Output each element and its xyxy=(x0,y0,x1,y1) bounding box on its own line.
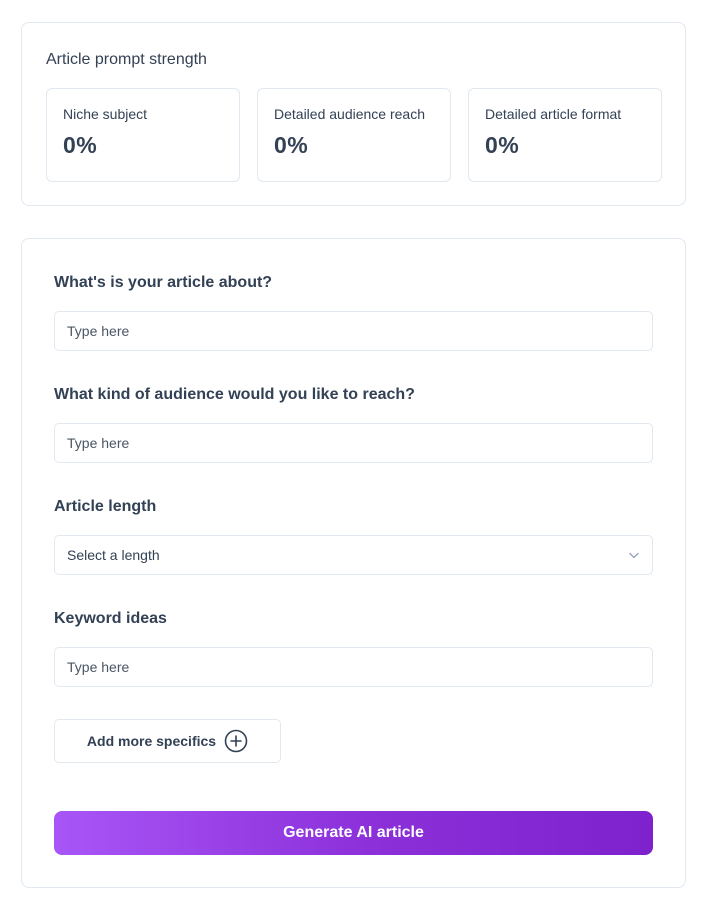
article-form-card xyxy=(21,238,686,888)
metric-label: Niche subject xyxy=(63,106,148,122)
chevron-down-icon xyxy=(628,549,640,561)
article-length-select[interactable] xyxy=(54,535,653,575)
field-article-about xyxy=(54,273,653,351)
audience-input[interactable] xyxy=(54,423,653,463)
metric-value: 0% xyxy=(485,132,520,158)
field-article-length xyxy=(54,497,653,575)
metric-value: 0% xyxy=(63,132,98,158)
article-about-label: What's is your article about? xyxy=(54,274,273,291)
add-more-specifics-label: Add more specifics xyxy=(86,733,217,749)
article-length-label: Article length xyxy=(54,498,157,515)
metric-value: 0% xyxy=(274,132,309,158)
metric-article-format xyxy=(468,88,662,182)
metric-audience-reach xyxy=(257,88,451,182)
prompt-strength-title: Article prompt strength xyxy=(46,51,207,68)
strength-metrics xyxy=(46,88,662,182)
generate-article-button[interactable]: Generate AI article xyxy=(54,811,653,855)
field-keywords xyxy=(54,609,653,687)
plus-circle-icon xyxy=(224,729,248,753)
article-about-input[interactable] xyxy=(54,311,653,351)
article-length-selected: Select a length xyxy=(67,547,160,563)
metric-label: Detailed audience reach xyxy=(274,106,425,122)
keywords-label: Keyword ideas xyxy=(54,610,167,627)
metric-niche-subject xyxy=(46,88,240,182)
prompt-strength-card xyxy=(21,22,686,206)
keywords-input[interactable] xyxy=(54,647,653,687)
metric-label: Detailed article format xyxy=(485,106,622,122)
field-audience xyxy=(54,385,653,463)
audience-label: What kind of audience would you like to reach? xyxy=(54,386,415,403)
add-more-specifics-button[interactable] xyxy=(54,719,281,763)
